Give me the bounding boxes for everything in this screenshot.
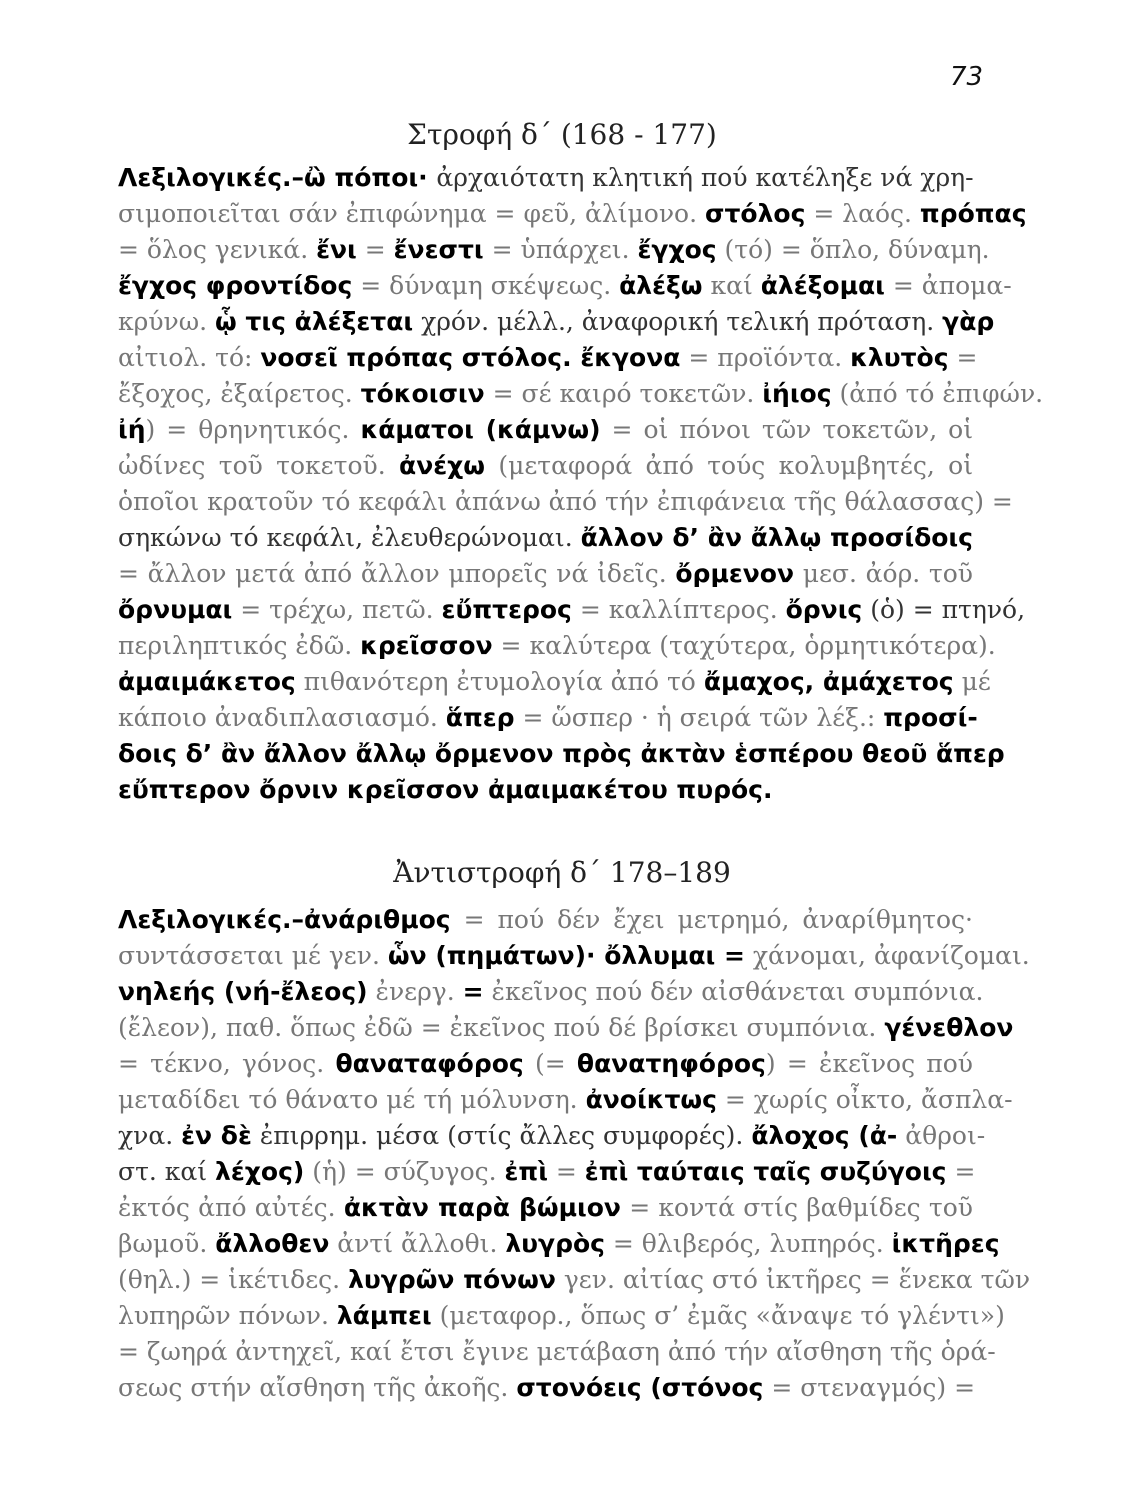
glossary-term: λυγρῶν πόνων [348, 1265, 556, 1294]
glossary-term: νηλεής (νή-ἔλεος) [118, 977, 368, 1006]
glossary-term: ἄλλον δ’ ἂν ἄλλῳ προσίδοις [580, 523, 973, 552]
text-line [118, 592, 1026, 628]
glossary-text: = θλιβερός, λυπηρός. [604, 1229, 892, 1258]
glossary-term: λάμπει [336, 1301, 432, 1330]
glossary-text: λυπηρῶν πόνων. [118, 1301, 337, 1330]
text-line [118, 1190, 973, 1226]
glossary-text: (ἀπό τό ἐπιφών. [831, 379, 1044, 408]
glossary-term: ἄμαχος, ἀμάχετος [703, 667, 954, 696]
glossary-text: ) = θρηνητικός. [145, 415, 361, 444]
glossary-text: ἐκεῖνος πού δέν αἰσθάνεται συμπόνια. [483, 977, 984, 1006]
glossary-term: Λεξιλογικές.–ὢ πόποι· [118, 163, 437, 192]
glossary-term: ἀλέξομαι [760, 271, 885, 300]
glossary-text: = χωρίς οἶκτο, ἄσπλα- [716, 1085, 1013, 1114]
section-heading-strophe: Στροφή δ΄ (168 - 177) [407, 118, 717, 151]
glossary-term: ἐν δὲ [181, 1121, 252, 1150]
glossary-text: χνα. [118, 1121, 182, 1150]
glossary-term: κλυτὸς [850, 343, 949, 372]
glossary-term: ἀκτὰν παρὰ βώμιον [343, 1193, 621, 1222]
glossary-block-strophe [118, 160, 1044, 808]
glossary-text: σεως στήν αἴσθηση τῆς ἀκοῆς. [118, 1373, 517, 1402]
text-line [118, 448, 973, 484]
glossary-term: κρεῖσσον [360, 631, 493, 660]
glossary-text: πιθανότερη ἐτυμολογία ἀπό τό [295, 667, 704, 696]
glossary-term: λέχος) [215, 1157, 305, 1186]
text-line [118, 772, 973, 808]
glossary-term: ἰκτῆρες [891, 1229, 1000, 1258]
glossary-block-antistrophe [118, 902, 1031, 1406]
glossary-text: ἀντί ἄλλοθι. [329, 1229, 506, 1258]
glossary-term: ἰήιος [762, 379, 832, 408]
glossary-term: ἔγχος [637, 235, 717, 264]
glossary-text: (ἡ) = σύζυγος. [304, 1157, 505, 1186]
text-line [118, 1154, 976, 1190]
glossary-term: ἀλέξω [619, 271, 703, 300]
glossary-text: = κοντά στίς βαθμίδες τοῦ [620, 1193, 973, 1222]
text-line [118, 1010, 1014, 1046]
glossary-text: = οἱ πόνοι τῶν τοκετῶν, οἱ [600, 415, 973, 444]
text-line [118, 1370, 976, 1406]
text-line [118, 902, 973, 938]
glossary-text: = ὥσπερ · ἡ σειρά τῶν λέξ.: [514, 703, 884, 732]
text-line [118, 520, 973, 556]
glossary-text: σηκώνω τό κεφάλι, ἐλευθερώνομαι. [118, 523, 581, 552]
text-line [118, 974, 984, 1010]
text-line [118, 412, 973, 448]
glossary-text: ἔξοχος, ἐξαίρετος. [118, 379, 361, 408]
glossary-text: κρύνω. [118, 307, 215, 336]
glossary-term: ἀνοίκτως [585, 1085, 717, 1114]
glossary-text: χάνομαι, ἀφανίζομαι. [744, 941, 1030, 970]
glossary-term: θανατηφόρος [576, 1049, 766, 1078]
glossary-text: = [948, 343, 978, 372]
glossary-term: προσί- [883, 703, 978, 732]
glossary-term: ἐπὶ [504, 1157, 548, 1186]
glossary-term: ἐπὶ ταύταις ταῖς συζύγοις [584, 1157, 947, 1186]
glossary-text: ἀρχαιότατη κλητική πού κατέληξε νά χρη- [436, 163, 974, 192]
glossary-text: ἐπιρρημ. μέσα (στίς ἄλλες συμφορές). [251, 1121, 752, 1150]
glossary-term: ἅπερ [445, 703, 515, 732]
glossary-term: κάματοι (κάμνω) [360, 415, 601, 444]
text-line [118, 1298, 1005, 1334]
glossary-text: (= [523, 1049, 577, 1078]
text-line [118, 1082, 1013, 1118]
glossary-text: μεταδίδει τό θάνατο μέ τή μόλυνση. [118, 1085, 586, 1114]
glossary-text: = τρέχω, πετῶ. [232, 595, 442, 624]
glossary-text: γεν. αἰτίας στό ἰκτῆρες = ἕνεκα τῶν [555, 1265, 1031, 1294]
glossary-term: ὄρμενον [675, 559, 794, 588]
glossary-text: = πού δέν ἔχει μετρημό, ἀναρίθμητος· [450, 905, 973, 934]
text-line [118, 1046, 973, 1082]
glossary-text: συντάσσεται μέ γεν. [118, 941, 388, 970]
glossary-term: γὰρ [942, 307, 995, 336]
glossary-text: (τό) = ὅπλο, δύναμη. [716, 235, 990, 264]
glossary-text: (μεταφορά ἀπό τούς κολυμβητές, οἱ [485, 451, 973, 480]
text-line [118, 700, 978, 736]
page-number: 73 [950, 62, 984, 92]
text-line [118, 304, 995, 340]
glossary-text: καί [702, 271, 761, 300]
glossary-text: = καλλίπτερος. [571, 595, 786, 624]
text-line [118, 196, 1027, 232]
text-line [118, 1226, 1000, 1262]
glossary-text: κάποιο ἀναδιπλασιασμό. [118, 703, 446, 732]
glossary-text: περιληπτικός ἐδῶ. [118, 631, 361, 660]
glossary-term: γένεθλον [884, 1013, 1014, 1042]
glossary-text: ὁποῖοι κρατοῦν τό κεφάλι ἀπάνω ἀπό τήν ἐπιφάνεια τῆς θάλασσας) = [118, 487, 1013, 516]
glossary-text: = [547, 1157, 585, 1186]
glossary-text: (ἔλεον), παθ. ὅπως ἐδῶ = ἐκεῖνος πού δέ βρίσκει συμπόνια. [118, 1013, 885, 1042]
glossary-text: = ὅλος γενικά. [118, 235, 317, 264]
glossary-text: = προϊόντα. [680, 343, 851, 372]
glossary-term: νοσεῖ πρόπας στόλος. ἔκγονα [260, 343, 681, 372]
text-line [118, 232, 990, 268]
glossary-term: ὧν (πημάτων)· ὄλλυμαι = [387, 941, 745, 970]
glossary-term: εὔπτερος [441, 595, 572, 624]
text-line [118, 938, 1030, 974]
glossary-term: ἄλλοθεν [215, 1229, 330, 1258]
glossary-text: = ἄλλον μετά ἀπό ἄλλον μπορεῖς νά ἰδεῖς. [118, 559, 676, 588]
glossary-text: (ὁ) = πτηνό, [862, 595, 1026, 624]
glossary-text: ) = ἐκεῖνος πού [765, 1049, 973, 1078]
glossary-term: ἀμαιμάκετος [118, 667, 296, 696]
text-line [118, 664, 991, 700]
glossary-term: ἔνι [316, 235, 357, 264]
text-line [118, 736, 1005, 772]
glossary-text: = δύναμη σκέψεως. [352, 271, 620, 300]
text-line [118, 628, 996, 664]
glossary-text: ἀθροι- [897, 1121, 986, 1150]
glossary-text: = σέ καιρό τοκετῶν. [484, 379, 763, 408]
glossary-term: πρόπας [919, 199, 1027, 228]
glossary-text: μέ [953, 667, 991, 696]
glossary-text: = τέκνο, γόνος. [118, 1049, 336, 1078]
text-line [118, 484, 1013, 520]
glossary-text: = ἀπομα- [884, 271, 1012, 300]
glossary-text: = στεναγμός) = [763, 1373, 976, 1402]
text-line [118, 1118, 986, 1154]
text-line [118, 376, 1044, 412]
section-heading-antistrophe: Ἀντιστροφή δ΄ 178–189 [393, 856, 731, 889]
text-line [118, 268, 1012, 304]
glossary-term: ἔγχος φροντίδος [118, 271, 353, 300]
glossary-term: ἀνέχω [399, 451, 485, 480]
glossary-term: στονόεις (στόνος [516, 1373, 764, 1402]
glossary-term: ἔνεστι [393, 235, 484, 264]
glossary-text: = ζωηρά ἀντηχεῖ, καί ἔτσι ἔγινε μετάβαση ἀπό τήν αἴσθηση τῆς ὁρά- [118, 1337, 996, 1366]
glossary-text: = καλύτερα (ταχύτερα, ὁρμητικότερα). [492, 631, 996, 660]
glossary-term: εὔπτερον ὄρνιν κρεῖσσον ἀμαιμακέτου πυρός. [118, 775, 773, 804]
glossary-term: ἰή [118, 415, 146, 444]
glossary-term: τόκοισιν [360, 379, 485, 408]
glossary-term: Λεξιλογικές.–ἀνάριθμος [118, 905, 451, 934]
glossary-text: χρόν. μέλλ., ἀναφορική τελική πρόταση. [413, 307, 943, 336]
glossary-text: ὠδίνες τοῦ τοκετοῦ. [118, 451, 400, 480]
glossary-term: ὄρνις [785, 595, 863, 624]
glossary-text: βωμοῦ. [118, 1229, 216, 1258]
glossary-term: ᾧ τις ἀλέξεται [215, 307, 414, 336]
glossary-text: στ. καί [118, 1157, 216, 1186]
glossary-term: δοις δ’ ἂν ἄλλον ἄλλῳ ὄρμενον πρὸς ἀκτὰν ἑσπέρου θεοῦ ἅπερ [118, 739, 1005, 768]
glossary-text: σιμοποιεῖται σάν ἐπιφώνημα = φεῦ, ἀλίμονο. [118, 199, 705, 228]
glossary-term: λυγρὸς [505, 1229, 605, 1258]
glossary-text: ἐκτός ἀπό αὐτές. [118, 1193, 344, 1222]
text-line [118, 1334, 996, 1370]
text-line [118, 160, 973, 196]
text-line [118, 340, 978, 376]
glossary-text: (μεταφορ., ὅπως σ’ ἐμᾶς «ἄναψε τό γλέντι») [431, 1301, 1005, 1330]
glossary-term: στόλος [704, 199, 806, 228]
glossary-term: = [462, 977, 484, 1006]
glossary-term: ὄρνυμαι [118, 595, 233, 624]
glossary-term: θαναταφόρος [335, 1049, 524, 1078]
glossary-text: = ὑπάρχει. [483, 235, 638, 264]
glossary-text: αἰτιολ. τό: [118, 343, 261, 372]
glossary-text: ἐνεργ. [367, 977, 463, 1006]
text-line [118, 556, 973, 592]
glossary-text: μεσ. ἀόρ. τοῦ [794, 559, 973, 588]
text-line [118, 1262, 1031, 1298]
glossary-text: = [356, 235, 394, 264]
glossary-text: = λαός. [805, 199, 920, 228]
glossary-text: (θηλ.) = ἱκέτιδες. [118, 1265, 349, 1294]
glossary-text: = [946, 1157, 976, 1186]
glossary-term: ἄλοχος (ἀ- [751, 1121, 898, 1150]
